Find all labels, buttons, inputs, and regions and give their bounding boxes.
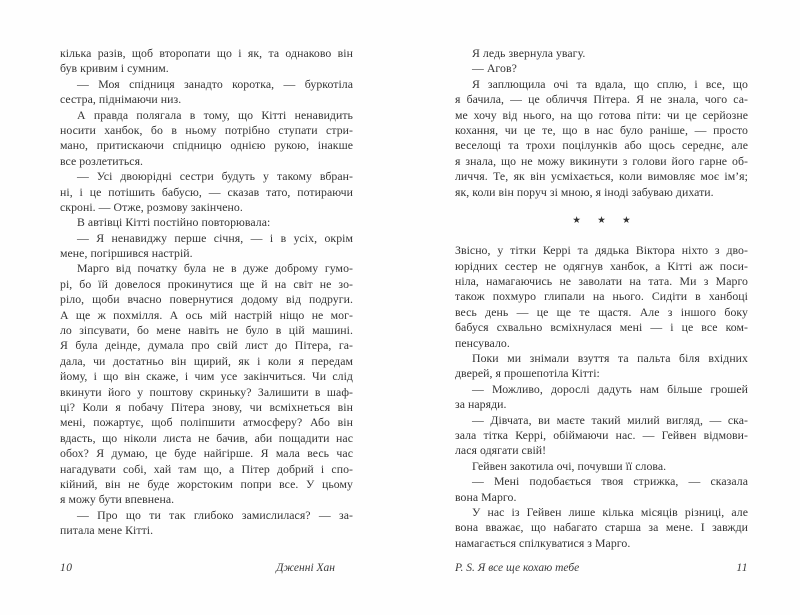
text-line: ні, і це потішить бабусю, — сказав тато, потираючи [60,184,353,199]
text-line: вона Марго. [455,489,517,504]
text-line: Я заплющила очі та вдала, що сплю, і все, що [472,76,748,91]
text-line: — Моя спідниця занадто коротка, — буркотіла [77,76,353,91]
text-line: намагається спілкуватися з Марго. [455,535,631,550]
text-line: Гейвен закотила очі, почувши її слова. [472,458,667,473]
right-page-text [455,46,748,551]
text-line: скроні. — Отже, розмову закінчено. [60,199,243,214]
text-line: вдасть, що ніколи листа не бачив, аби пощадити нас [60,430,353,445]
text-line: ме хочу від нього, на що готова піти: чи це серйозне [455,107,748,122]
text-line: за наряди. [455,397,507,412]
text-line: носити ханбок, бо в ньому потрібно ступати стри- [60,122,353,137]
text-line: Я була деінде, думала про свій лист до Пітера, га- [60,338,353,353]
text-line: був кривим і сумним. [60,61,169,76]
text-line: весь день — це ще те щастя. Але з іншого боку [455,304,748,319]
text-line: Поки ми знімали взуття та пальта біля вхідних [472,351,748,366]
text-line: як, коли він поруч зі мною, я іноді забуваю дихати. [455,184,714,199]
text-line: кохання, чи це те, що в нас було раніше, — просто [455,122,748,137]
text-line: ло зіпсувати, бо мене навіть не було в цій машині. [60,323,353,338]
text-line: ці? Коли я побачу Пітера знову, чи всміхнеться він [60,399,353,414]
page-number-right: 11 [736,562,748,574]
text-line: — Агов? [472,61,517,76]
text-line: питала мене Кітті. [60,523,154,538]
text-line: лася одягати свій! [455,443,547,458]
left-page-footer [60,561,353,575]
section-separator-stars: ★ ★ ★ [572,215,638,226]
text-line: — Мені подобається твоя стрижка, — сказала [472,474,748,489]
text-line: ріло, щоби вчасно повернутися додому від подруги. [60,292,353,307]
text-line: мене, погіршився настрій. [60,246,193,261]
right-page-footer [455,561,748,575]
text-line: кійний, він не буде жорстоким попри все. У цьому [60,476,353,491]
text-line: пенсувало. [455,335,510,350]
text-line: ніла, намагаючись не заволати на тата. Ми з Марго [455,274,748,289]
text-line: Звісно, у тітки Керрі та дядька Віктора ніхто з дво- [455,243,748,258]
text-line: я знала, що не можу викинути з голови його гарне об- [455,153,748,168]
text-line: я можу бути впевнена. [60,492,175,507]
right-page [400,0,800,615]
text-line: — Можливо, дорослі дадуть нам більше грошей [472,381,748,396]
text-line: йому, і що він скаже, і чим усе закінчиться. Чи слід [60,369,353,384]
text-line: — Усі двоюрідні сестри будуть у такому вбран- [77,169,353,184]
text-line: кілька разів, щоб второпати що і як, та однаково він [60,46,353,60]
text-line: — Дівчата, ви маєте такий милий вигляд, — ска- [472,412,748,427]
text-line: Марго від початку була не в дуже доброму гумо- [77,261,353,276]
text-line: мано, притискаючи спідницю однією рукою, інакше [60,138,353,153]
running-title-author: Дженні Хан [276,562,335,574]
text-line: У нас із Гейвен лише кілька місяців різниці, але [472,504,748,519]
text-line: — Я ненавиджу перше січня, — і в усіх, окрім [77,230,353,245]
text-line: також похмуро глипали на нього. Сидіти в ханбоці [455,289,748,304]
text-line: рі, бо їй довелося прокинутися ще й на світ не зо- [60,276,353,291]
text-line: сестра, піднімаючи низ. [60,92,182,107]
text-line: веселощі та трохи поцілунків або щось середнє, але [455,138,748,153]
text-line: я бачила, — це обличчя Пітера. Я не знала, чого са- [455,92,748,107]
text-line: Я ледь звернула увагу. [472,46,586,60]
text-line: мені, пожартує, щоб поліпшити атмосферу? Або він [60,415,353,430]
text-line: бабуся схвально всміхнулася мені — і це все ком- [455,320,748,335]
text-line: все розлетиться. [60,153,144,168]
text-line: А ще ж похмілля. А ось мій настрій ніщо не мог- [60,307,353,322]
running-title-book: P. S. Я все ще кохаю тебе [455,562,580,574]
text-line: зала тітка Керрі, обіймаючи нас. — Гейвен відмови- [455,427,748,442]
page-number-left: 10 [60,562,73,574]
text-line: нагадувати собі, хай там що, а Пітер добрий і спо- [60,461,353,476]
left-page-text [60,46,353,539]
text-line: дала, чи достатньо він щирий, як і коли я передам [60,353,353,368]
text-line: обох? Я думаю, це буде найгірше. Я мала весь час [60,446,353,461]
text-line: юрідних сестер не одягнув ханбок, а Кітті аж поси- [455,258,748,273]
text-line: — Про що ти так глибоко замислилася? — за- [77,507,353,522]
text-line: А правда полягала в тому, що Кітті ненавидить [77,107,353,122]
text-line: личчя. Те, як він усміхається, коли вимовляє моє ім’я; [455,169,748,184]
text-line: дверей, я прошепотіла Кітті: [455,366,600,381]
text-line: вона вважає, що набагато старша за мене. І завжди [455,520,748,535]
text-line: В автівці Кітті постійно повторювала: [77,215,271,230]
text-line: вкинути його у поштову скриньку? Залишити в шаф- [60,384,353,399]
